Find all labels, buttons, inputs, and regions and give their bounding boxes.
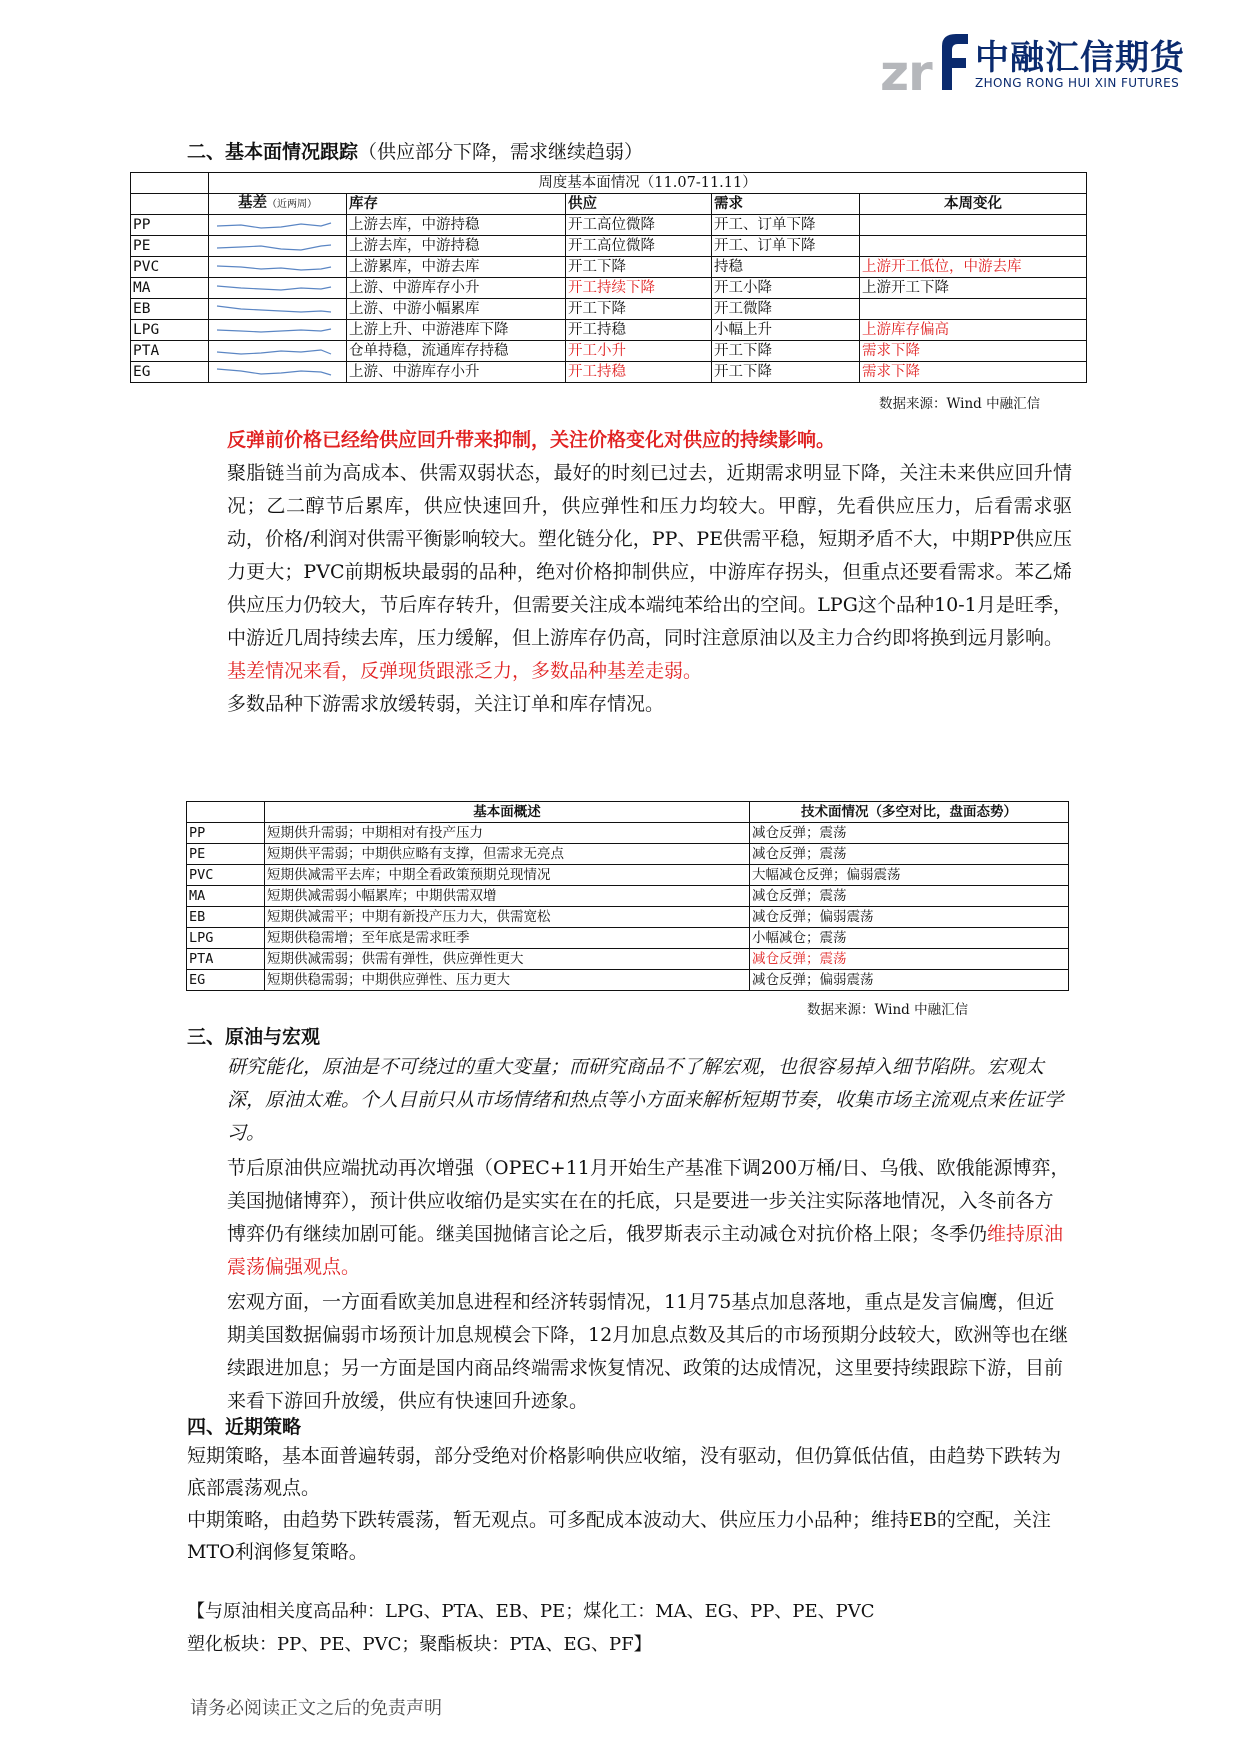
section4-body (187, 1440, 1072, 1568)
basis-sparkline-icon (211, 363, 341, 382)
table2-row (187, 823, 1069, 844)
fundamental-cell: 短期供稳需增；至年底是需求旺季 (265, 928, 750, 949)
basis-sparkline-cell (209, 257, 347, 278)
short-term-strategy: 短期策略，基本面普遍转弱，部分受绝对价格影响供应收缩，没有驱动，但仍算低估值，由趋势下跌转为底部震荡观点。 (187, 1445, 1062, 1499)
demand-cell: 开工、订单下降 (712, 236, 860, 257)
fundamental-cell: 短期供减需弱；供需有弹性，供应弹性更大 (265, 949, 750, 970)
product-name-cell: EB (187, 907, 265, 928)
technical-cell: 减仓反弹；震荡 (750, 886, 1069, 907)
basis-sparkline-cell (209, 362, 347, 383)
inventory-cell: 上游去库，中游持稳 (347, 215, 566, 236)
svg-text:z: z (880, 44, 910, 100)
fundamental-cell: 短期供减需平；中期有新投产压力大，供需宽松 (265, 907, 750, 928)
technical-cell: 小幅减仓；震荡 (750, 928, 1069, 949)
technical-cell: 减仓反弹；震荡 (750, 949, 1069, 970)
inventory-cell: 上游、中游库存小升 (347, 362, 566, 383)
table1-row (131, 341, 1087, 362)
change-cell (860, 299, 1087, 320)
change-cell: 上游开工低位，中游去库 (860, 257, 1087, 278)
change-cell: 上游开工下降 (860, 278, 1087, 299)
technical-cell: 减仓反弹；偏弱震荡 (750, 970, 1069, 991)
weekly-fundamentals-table (130, 172, 1087, 383)
macro-paragraph: 宏观方面，一方面看欧美加息进程和经济转弱情况，11月75基点加息落地，重点是发言偏鹰，但近期美国数据偏弱市场预计加息规模会下降，12月加息点数及其后的市场预期分歧较大，欧洲等也在继续跟进加息；另一方面是国内商品终端需求恢复情况、政策的达成情况，这里要持续跟踪下游，目前来看下游回升放缓，供应有快速回升迹象。 (227, 1291, 1069, 1412)
technical-cell: 减仓反弹；震荡 (750, 844, 1069, 865)
demand-cell: 小幅上升 (712, 320, 860, 341)
supply-cell: 开工高位微降 (566, 236, 712, 257)
table1-corner (131, 173, 209, 194)
table1-row (131, 320, 1087, 341)
basis-sparkline-cell (209, 299, 347, 320)
supply-cell: 开工持稳 (566, 362, 712, 383)
col-header-fundamental: 基本面概述 (265, 802, 750, 823)
product-name-cell: EG (131, 362, 209, 383)
section2-heading (187, 137, 643, 164)
table2-row (187, 928, 1069, 949)
analysis-block (187, 424, 1072, 721)
basis-sparkline-cell (209, 236, 347, 257)
supply-cell: 开工下降 (566, 299, 712, 320)
crude-oil-view: 维持原油震荡偏强观点。 (227, 1223, 1064, 1278)
disclaimer-footer: 请务必阅读正文之后的免责声明 (190, 1698, 442, 1719)
fundamental-technical-table (186, 801, 1069, 991)
product-name-cell: PE (131, 236, 209, 257)
table1-row (131, 278, 1087, 299)
demand-cell: 开工微降 (712, 299, 860, 320)
mid-term-strategy: 中期策略，由趋势下跌转震荡，暂无观点。可多配成本波动大、供应压力小品种；维持EB的空配，关注MTO利润修复策略。 (187, 1509, 1051, 1563)
change-cell: 需求下降 (860, 341, 1087, 362)
technical-cell: 减仓反弹；震荡 (750, 823, 1069, 844)
fundamental-cell: 短期供升需弱；中期相对有投产压力 (265, 823, 750, 844)
logo-english-name: ZHONG RONG HUI XIN FUTURES (975, 76, 1180, 90)
col-header-change: 本周变化 (860, 194, 1087, 215)
table2-corner (187, 802, 265, 823)
basis-sparkline-icon (211, 342, 341, 361)
basis-sparkline-cell (209, 320, 347, 341)
crude-oil-paragraph: 节后原油供应端扰动再次增强（OPEC+11月开始生产基准下调200万桶/日、乌俄、欧俄能源博弈，美国抛储博弈），预计供应收缩仍是实实在在的托底，只是要进一步关注实际落地情况，入冬前各方博弈仍有继续加剧可能。继美国抛储言论之后，俄罗斯表示主动减仓对抗价格上限；冬季仍维持原油震荡偏强观点。 (227, 1157, 1070, 1278)
col-header-technical: 技术面情况（多空对比，盘面态势） (750, 802, 1069, 823)
fundamental-cell: 短期供减需平去库；中期全看政策预期兑现情况 (265, 865, 750, 886)
product-name-cell: LPG (131, 320, 209, 341)
svg-text:r: r (908, 44, 933, 100)
table2-source: 数据来源：Wind 中融汇信 (807, 1002, 969, 1018)
technical-cell: 减仓反弹；偏弱震荡 (750, 907, 1069, 928)
section3-body (187, 1051, 1072, 1418)
supply-cell: 开工持续下降 (566, 278, 712, 299)
basis-sparkline-icon (211, 216, 341, 235)
change-cell (860, 215, 1087, 236)
section2-subtitle: （供应部分下降，需求继续趋弱） (358, 141, 644, 163)
change-cell (860, 236, 1087, 257)
table1-row (131, 215, 1087, 236)
inventory-cell: 仓单持稳，流通库存持稳 (347, 341, 566, 362)
logo-mark-icon (880, 28, 970, 100)
demand-cell: 开工下降 (712, 362, 860, 383)
inventory-cell: 上游累库，中游去库 (347, 257, 566, 278)
related-products-line1: 【与原油相关度高品种：LPG、PTA、EB、PE；煤化工：MA、EG、PP、PE、PVC (187, 1601, 875, 1622)
basis-sparkline-icon (211, 237, 341, 256)
basis-sparkline-cell (209, 215, 347, 236)
product-name-cell: PP (131, 215, 209, 236)
demand-cell: 开工、订单下降 (712, 215, 860, 236)
product-name-cell: EB (131, 299, 209, 320)
basis-sparkline-icon (211, 279, 341, 298)
table1-title: 周度基本面情况（11.07-11.11） (209, 173, 1087, 194)
inventory-cell: 上游、中游库存小升 (347, 278, 566, 299)
section3-italic-intro: 研究能化，原油是不可绕过的重大变量；而研究商品不了解宏观，也很容易掉入细节陷阱。宏观太深，原油太难。个人目前只从市场情绪和热点等小方面来解析短期节奏，收集市场主流观点来佐证学习。 (227, 1056, 1064, 1144)
product-name-cell: PE (187, 844, 265, 865)
related-products-line2: 塑化板块：PP、PE、PVC；聚酯板块：PTA、EG、PF】 (187, 1634, 652, 1655)
demand-cell: 开工下降 (712, 341, 860, 362)
col-header-inventory: 库存 (347, 194, 566, 215)
product-name-cell: PTA (187, 949, 265, 970)
product-name-cell: EG (187, 970, 265, 991)
table1-corner-2 (131, 194, 209, 215)
fundamental-cell: 短期供稳需弱；中期供应弹性、压力更大 (265, 970, 750, 991)
inventory-cell: 上游、中游小幅累库 (347, 299, 566, 320)
related-products-block (187, 1595, 875, 1661)
inventory-cell: 上游去库，中游持稳 (347, 236, 566, 257)
demand-cell: 开工小降 (712, 278, 860, 299)
section3-title: 三、原油与宏观 (187, 1026, 321, 1048)
basis-sparkline-icon (211, 258, 341, 277)
technical-cell: 大幅减仓反弹；偏弱震荡 (750, 865, 1069, 886)
col-header-supply: 供应 (566, 194, 712, 215)
basis-sparkline-icon (211, 300, 341, 319)
change-cell: 需求下降 (860, 362, 1087, 383)
product-name-cell: PVC (187, 865, 265, 886)
basis-sparkline-cell (209, 341, 347, 362)
supply-cell: 开工下降 (566, 257, 712, 278)
supply-cell: 开工高位微降 (566, 215, 712, 236)
table2-row (187, 970, 1069, 991)
demand-summary: 多数品种下游需求放缓转弱，关注订单和库存情况。 (227, 693, 665, 715)
table2-row (187, 886, 1069, 907)
basis-summary: 基差情况来看，反弹现货跟涨乏力，多数品种基差走弱。 (227, 660, 703, 682)
analysis-paragraph: 聚脂链当前为高成本、供需双弱状态，最好的时刻已过去，近期需求明显下降，关注未来供应回升情况；乙二醇节后累库，供应快速回升，供应弹性和压力均较大。甲醇，先看供应压力，后看需求驱动，价格/利润对供需平衡影响较大。塑化链分化，PP、PE供需平稳，短期矛盾不大，中期PP供应压力更大；PVC前期板块最弱的品种，绝对价格抑制供应，中游库存拐头，但重点还要看需求。苯乙烯供应压力仍较大，节后库存转升，但需要关注成本端纯苯给出的空间。LPG这个品种10-1月是旺季，中游近几周持续去库，压力缓解，但上游库存仍高，同时注意原油以及主力合约即将换到远月影响。 (227, 462, 1072, 649)
section4-title: 四、近期策略 (187, 1416, 302, 1438)
table1-row (131, 299, 1087, 320)
table1-row (131, 362, 1087, 383)
col-header-demand: 需求 (712, 194, 860, 215)
table2-row (187, 949, 1069, 970)
logo-chinese-name: 中融汇信期货 (975, 38, 1185, 78)
demand-cell: 持稳 (712, 257, 860, 278)
table1-row (131, 257, 1087, 278)
supply-cell: 开工持稳 (566, 320, 712, 341)
product-name-cell: PTA (131, 341, 209, 362)
product-name-cell: MA (131, 278, 209, 299)
table1-row (131, 236, 1087, 257)
analysis-headline: 反弹前价格已经给供应回升带来抑制，关注价格变化对供应的持续影响。 (227, 429, 836, 451)
change-cell: 上游库存偏高 (860, 320, 1087, 341)
section2-title: 二、基本面情况跟踪 (187, 141, 359, 163)
product-name-cell: PP (187, 823, 265, 844)
basis-sparkline-cell (209, 278, 347, 299)
product-name-cell: MA (187, 886, 265, 907)
table1-source: 数据来源：Wind 中融汇信 (879, 396, 1041, 412)
table2-row (187, 907, 1069, 928)
basis-sparkline-icon (211, 321, 341, 340)
product-name-cell: LPG (187, 928, 265, 949)
product-name-cell: PVC (131, 257, 209, 278)
table2-row (187, 844, 1069, 865)
inventory-cell: 上游上升、中游港库下降 (347, 320, 566, 341)
col-header-basis: 基差（近两周） (209, 194, 347, 215)
fundamental-cell: 短期供平需弱；中期供应略有支撑，但需求无亮点 (265, 844, 750, 865)
fundamental-cell: 短期供减需弱小幅累库；中期供需双增 (265, 886, 750, 907)
supply-cell: 开工小升 (566, 341, 712, 362)
table2-row (187, 865, 1069, 886)
